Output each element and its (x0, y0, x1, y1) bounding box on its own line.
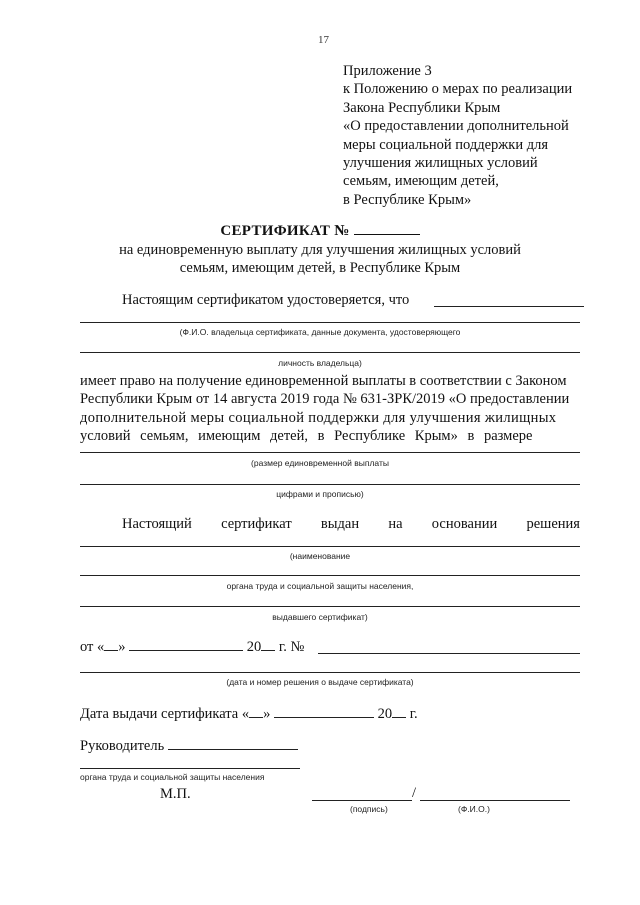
issue-year-prefix: 20 (377, 706, 393, 722)
basis-word: Настоящий (122, 516, 192, 532)
appendix-line: «О предоставлении дополнительной (343, 118, 569, 135)
decision-blank (80, 672, 580, 673)
amount-caption-1: (размер единовременной выплаты (251, 458, 389, 468)
appendix-line: Закона Республики Крым (343, 99, 501, 116)
decision-number-label: г. № (278, 639, 305, 655)
issue-month-blank (274, 705, 374, 718)
decision-quote-close: » (118, 639, 126, 655)
certificate-subtitle-1: на единовременную выплату для улучшения жилищных условий (119, 242, 521, 258)
decision-caption: (дата и номер решения о выдаче сертификата) (226, 677, 414, 687)
basis-caption-2: органа труда и социальной защиты населения, (226, 581, 414, 591)
basis-word: сертификат (221, 516, 292, 532)
appendix-line: Приложение 3 (343, 63, 432, 79)
paragraph-line: Республики Крым от 14 августа 2019 года № 631-ЗРК/2019 «О предоставлении (80, 391, 570, 408)
holder-blank-1 (80, 322, 580, 323)
basis-word: на (388, 516, 403, 532)
stamp-label: М.П. (160, 786, 191, 802)
head-org-blank (80, 768, 300, 769)
decision-year-prefix: 20 (246, 639, 262, 655)
decision-number-blank (318, 653, 580, 654)
decision-from: от « (80, 639, 105, 655)
amount-caption-2: цифрами и прописью) (276, 489, 364, 499)
paragraph-line: дополнительной меры социальной поддержки для улучшения жилищных (80, 409, 557, 426)
decision-year-blank (261, 638, 275, 651)
issue-day-blank (249, 705, 263, 718)
signature-slash: / (412, 785, 417, 801)
basis-word: основании (431, 516, 498, 532)
basis-word: решения (526, 516, 580, 532)
head-blank (168, 737, 298, 750)
paragraph-line: имеет право на получение единовременной выплаты в соответствии с Законом (80, 373, 567, 389)
appendix-line: в Республике Крым» (343, 191, 472, 208)
certificate-title-text: СЕРТИФИКАТ № (220, 223, 350, 239)
holder-blank-2 (80, 352, 580, 353)
basis-sentence (122, 516, 580, 533)
decision-day-blank (104, 638, 118, 651)
issue-date-label: Дата выдачи сертификата « (80, 706, 250, 722)
appendix-line: семьям, имеющим детей, (343, 173, 499, 190)
decision-month-blank (129, 638, 243, 651)
basis-caption-3: выдавшего сертификат) (272, 612, 368, 622)
amount-blank-1 (80, 452, 580, 453)
certificate-subtitle-2: семьям, имеющим детей, в Республике Крым (179, 260, 461, 276)
appendix-line: к Положению о мерах по реализации (343, 81, 573, 98)
issue-year-suffix: г. (409, 706, 418, 722)
issue-quote-close: » (263, 706, 271, 722)
appendix-block (343, 62, 613, 209)
holder-caption-1: (Ф.И.О. владельца сертификата, данные документа, удостоверяющего (179, 327, 461, 337)
holder-blank-inline (434, 306, 584, 307)
basis-blank-3 (80, 606, 580, 607)
signature-blank (312, 800, 412, 801)
amount-blank-2 (80, 484, 580, 485)
head-org-caption: органа труда и социальной защиты населения (80, 772, 265, 782)
certificate-title (0, 222, 640, 240)
head-label: Руководитель (80, 738, 165, 754)
basis-blank-2 (80, 575, 580, 576)
paragraph-line: условий семьям, имеющим детей, в Республике Крым» в размере (80, 428, 533, 445)
certificate-number-blank (354, 222, 420, 235)
name-blank (420, 800, 570, 801)
basis-caption-1: (наименование (289, 551, 351, 561)
head-line (80, 737, 298, 755)
name-caption: (Ф.И.О.) (458, 804, 490, 814)
holder-caption-2: личность владельца) (278, 358, 362, 368)
signature-caption: (подпись) (350, 804, 388, 814)
issue-date-line (80, 705, 418, 723)
holder-intro: Настоящим сертификатом удостоверяется, что (122, 292, 410, 308)
issue-year-blank (392, 705, 406, 718)
decision-line (80, 638, 304, 656)
basis-word: выдан (320, 516, 360, 532)
appendix-line: меры социальной поддержки для (343, 136, 549, 153)
appendix-line: улучшения жилищных условий (343, 155, 538, 172)
basis-blank-1 (80, 546, 580, 547)
right-paragraph (80, 372, 580, 446)
page-number: 17 (318, 34, 329, 46)
